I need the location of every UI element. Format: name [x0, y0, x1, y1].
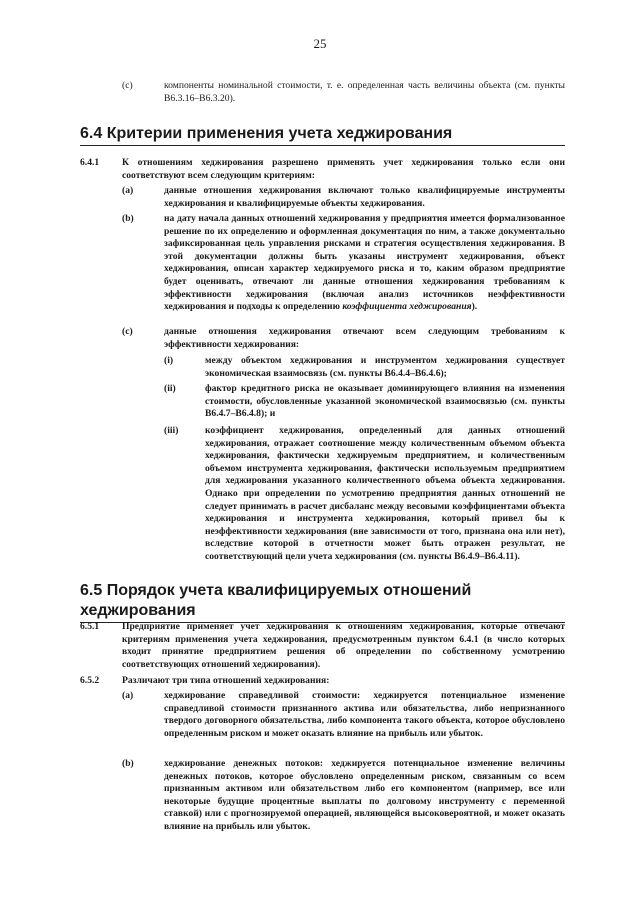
- paragraph-number-6-5-2: 6.5.2: [80, 675, 100, 686]
- item-label-6-4-1-c: (c): [122, 326, 133, 337]
- item-text-6-4-1-c: данные отношения хеджирования отвечают всем следующим требованиям к эффективности хеджирования:: [164, 326, 565, 350]
- item-text-6-4-1-b-end: ).: [471, 301, 478, 313]
- section-heading-6-5: 6.5 Порядок учета квалифицируемых отношений хеджирования: [80, 581, 565, 623]
- subitem-label-iii: (iii): [164, 425, 179, 436]
- item-text-6-4-1-b-italic: коэффициента хеджирования: [342, 301, 472, 313]
- item-text-6-5-2-a: хеджирование справедливой стоимости: хеджируется потенциальное изменение справедливой стоимости признанного актива или обязательства, либо непризнанного твердого договорного обязательства, либо компонента такого объекта, которое обусловлено определенным риском и может оказать влияние на прибыль или убыток.: [164, 690, 565, 739]
- section-heading-6-4: 6.4 Критерии применения учета хеджирования: [80, 124, 565, 146]
- item-label-6-5-2-b: (b): [122, 758, 134, 769]
- paragraph-text-6-4-1: К отношениям хеджирования разрешено применять учет хеджирования только если они соответствуют всем следующим критериям:: [122, 157, 565, 181]
- item-text-top-c: компоненты номинальной стоимости, т. е. определенная часть величины объекта (см. пункты В6.3.16–В6.3.20).: [164, 80, 565, 104]
- paragraph-number-6-4-1: 6.4.1: [80, 157, 100, 168]
- item-label-6-4-1-b: (b): [122, 213, 134, 224]
- item-label-6-4-1-a: (a): [122, 185, 134, 196]
- item-label-6-5-2-a: (a): [122, 690, 134, 701]
- paragraph-text-6-5-1: Предприятие применяет учет хеджирования к отношениям хеджирования, которые отвечают критериям применения учета хеджирования, предусмотренным пунктом 6.4.1 (в число которых входит принятие предприятием решения об определении по собственному усмотрению соответствующих отношений хеджирования).: [122, 621, 565, 670]
- subitem-label-ii: (ii): [164, 383, 176, 394]
- item-text-6-4-1-a: данные отношения хеджирования включают только квалифицируемые инструменты хеджирования и квалифицируемые объекты хеджирования.: [164, 185, 565, 209]
- subitem-text-ii: фактор кредитного риска не оказывает доминирующего влияния на изменения стоимости, обусловленные указанной экономической взаимосвязью (см. пункты В6.4.7–В6.4.8); и: [205, 383, 565, 420]
- subitem-text-iii: коэффициент хеджирования, определенный для данных отношений хеджирования, отражает соотношение между количественным объемом объекта хеджирования, фактически хеджируемым предприятием, и количественным объемом инструмента хеджирования, фактически используемым предприятием для хеджирования указанного количественного объема объекта хеджирования. Однако при определении по усмотрению предприятия данных отношений не следует принимать в расчет дисбаланс между весовыми коэффициентами объекта хеджирования и инструмента хеджирования, который привел бы к неэффективности хеджирования (вне зависимости от того, признана она или нет), вследствие которой в отчетности может быть отражен результат, не соответствующий цели учета хеджирования (см. пункты В6.4.9–В6.4.11).: [205, 425, 565, 562]
- item-text-6-5-2-b: хеджирование денежных потоков: хеджируется потенциальное изменение величины денежных потоков, которое обусловлено определенным риском, связанным со всем признанным активом или обязательством либо его компонентом (например, все или некоторые будущие процентные выплаты по долговому инструменту с переменной ставкой) или с прогнозируемой операцией, являющейся высоковероятной, и может оказать влияние на прибыль или убыток.: [164, 758, 565, 832]
- subitem-label-i: (i): [164, 355, 174, 366]
- item-text-6-4-1-b-main: на дату начала данных отношений хеджирования у предприятия имеется формализованное решение по их определению и оформленная документация по ним, а также документально зафиксированная цель управления рисками и стратегия осуществления хеджирования. В этой документации должны быть указаны инструмент хеджирования, объект хеджирования, описан характер хеджируемого риска и то, каким образом предприятие будет оценивать, отвечают ли данные отношения хеджирования требованиям к эффективности хеджирования (включая анализ источников неэффективности хеджирования и подходы к определению: [164, 213, 565, 313]
- subitem-text-i: между объектом хеджирования и инструментом хеджирования существует экономическая взаимосвязь (см. пункты В6.4.4–В6.4.6);: [205, 355, 565, 379]
- item-label-top-c: (c): [122, 80, 133, 91]
- paragraph-text-6-5-2: Различают три типа отношений хеджирования:: [122, 675, 330, 686]
- item-text-6-4-1-b: [164, 213, 565, 314]
- page-number: 25: [313, 36, 327, 51]
- paragraph-number-6-5-1: 6.5.1: [80, 621, 100, 632]
